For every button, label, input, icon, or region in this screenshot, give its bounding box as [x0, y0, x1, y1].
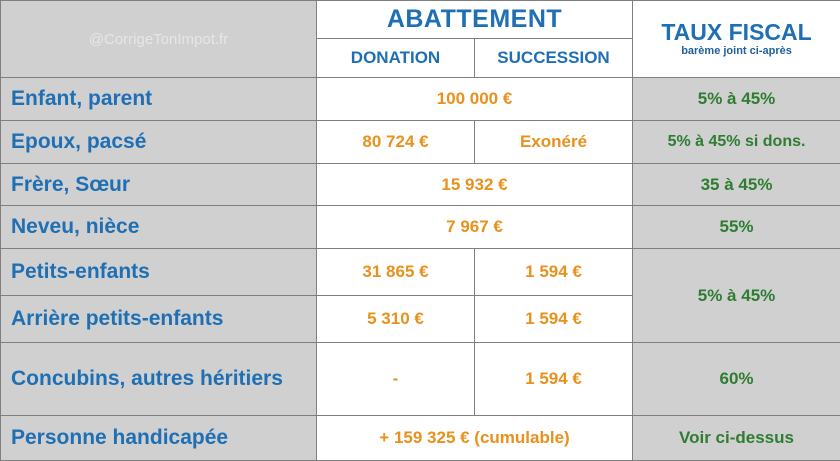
row-donation: 80 724 € [317, 120, 475, 163]
row-label: Concubins, autres héritiers [1, 343, 317, 416]
header-succession: SUCCESSION [475, 38, 633, 78]
row-label: Personne handicapée [1, 416, 317, 461]
row-succession: Exonéré [475, 120, 633, 163]
row-taux: 55% [633, 206, 840, 249]
row-abattement-merged: 15 932 € [317, 163, 633, 206]
row-donation: - [317, 343, 475, 416]
row-label: Neveu, nièce [1, 206, 317, 249]
table-row [1, 416, 840, 461]
table-row [1, 343, 840, 416]
row-label: Frère, Sœur [1, 163, 317, 206]
header-taux-fiscal-subtitle: barème joint ci-après [681, 45, 792, 58]
table-row [1, 206, 840, 249]
row-succession: 1 594 € [475, 296, 633, 343]
table-row [1, 120, 840, 163]
row-abattement-merged: 7 967 € [317, 206, 633, 249]
row-label: Enfant, parent [1, 78, 317, 121]
table-row [1, 249, 840, 296]
row-abattement-merged: + 159 325 € (cumulable) [317, 416, 633, 461]
row-taux: 5% à 45% [633, 249, 840, 343]
row-taux: 5% à 45% [633, 78, 840, 121]
row-taux: 35 à 45% [633, 163, 840, 206]
row-succession: 1 594 € [475, 343, 633, 416]
row-taux: 60% [633, 343, 840, 416]
row-label: Epoux, pacsé [1, 120, 317, 163]
header-taux-fiscal [633, 1, 840, 78]
header-abattement: ABATTEMENT [317, 1, 633, 39]
header-row-top [1, 1, 840, 39]
table-row [1, 78, 840, 121]
header-donation: DONATION [317, 38, 475, 78]
row-abattement-merged: 100 000 € [317, 78, 633, 121]
row-label: Petits-enfants [1, 249, 317, 296]
table-row [1, 163, 840, 206]
watermark-label: @CorrigeTonImpot.fr [1, 1, 317, 78]
row-donation: 5 310 € [317, 296, 475, 343]
row-taux: 5% à 45% si dons. [633, 120, 840, 163]
row-label: Arrière petits-enfants [1, 296, 317, 343]
row-taux: Voir ci-dessus [633, 416, 840, 461]
row-succession: 1 594 € [475, 249, 633, 296]
row-donation: 31 865 € [317, 249, 475, 296]
header-taux-fiscal-title: TAUX FISCAL [661, 19, 812, 46]
